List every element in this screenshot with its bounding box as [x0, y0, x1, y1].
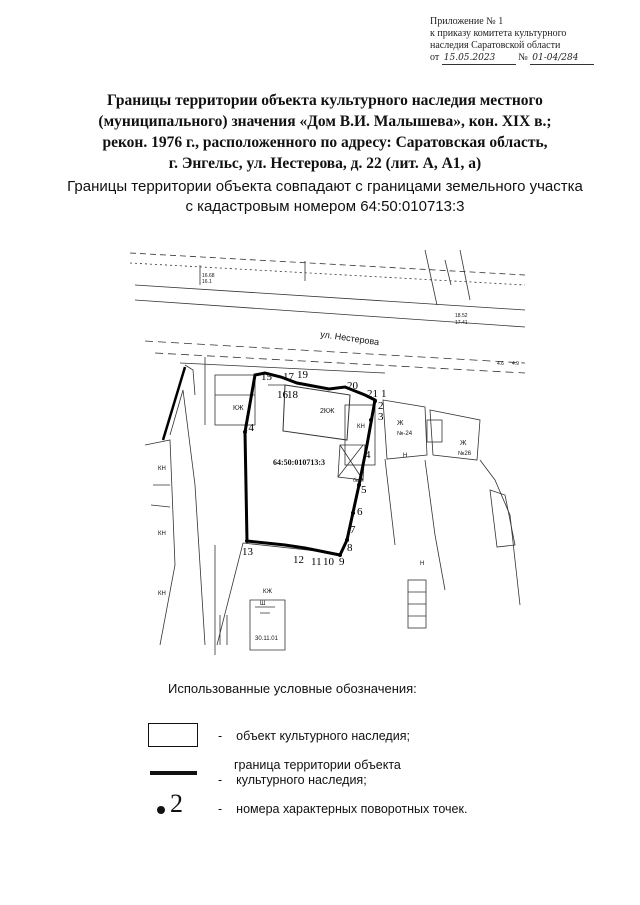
legend-item-boundary: [218, 758, 401, 788]
street-label: ул. Нестерова: [319, 329, 380, 348]
number-label: №: [518, 52, 528, 63]
appendix-line-3: наследия Саратовской области: [430, 40, 561, 51]
house-number: №26: [458, 451, 472, 457]
point-number: 4: [365, 449, 371, 461]
from-label: от: [430, 52, 440, 63]
subtitle-line-1: Границы территории объекта совпадают с границами земельного участка: [67, 178, 583, 195]
building-label: КН: [158, 531, 166, 537]
turning-point-numbers: [242, 369, 387, 568]
point-number: 16: [277, 389, 288, 401]
title-line-2: (муниципального) значения «Дом В.И. Малышева», кон. XIX в.;: [98, 113, 552, 130]
misc-label: КЖ: [263, 589, 273, 595]
legend-point-number-symbol: 2: [170, 789, 183, 818]
legend-text: номера характерных поворотных точек.: [236, 802, 468, 816]
title-line-1: Границы территории объекта культурного наследия местного: [107, 92, 543, 109]
legend-text-line-2: культурного наследия;: [236, 773, 367, 787]
appendix-line-1: Приложение № 1: [430, 16, 504, 27]
legend-dash: -: [218, 773, 223, 787]
point-number: 18: [287, 389, 298, 401]
legend-text: объект культурного наследия;: [236, 729, 410, 743]
point-number: 20: [347, 380, 358, 392]
point-number: 21: [367, 388, 378, 400]
elevation: 16.68: [202, 273, 215, 279]
legend-item-heritage-object: [218, 729, 410, 744]
point-number: 12: [293, 554, 304, 566]
misc-label: бетн: [353, 478, 364, 484]
point-number: 6: [357, 506, 363, 518]
point-number: 8: [347, 542, 353, 554]
point-number: 10: [323, 556, 334, 568]
building-label: Ш: [260, 601, 266, 607]
point-number: 14: [243, 422, 254, 434]
building-label: Н: [403, 453, 408, 459]
building-label: 2КЖ: [320, 408, 335, 415]
point-number: 3: [378, 411, 384, 423]
cadastral-number-label: 64:50:010713:3: [273, 458, 325, 467]
legend-item-turning-points: [218, 802, 467, 817]
point-number: 5: [361, 484, 367, 496]
point-number: 19: [297, 369, 308, 381]
building-label: КН: [357, 424, 365, 430]
legend-dash: -: [218, 729, 223, 743]
elevation: 18.52: [455, 313, 468, 319]
building-label: КН: [158, 591, 166, 597]
house-number: №-24: [397, 431, 413, 437]
legend-heading: Использованные условные обозначения:: [168, 681, 417, 696]
building-label: Ж: [397, 420, 404, 427]
point-number: 9: [339, 556, 345, 568]
point-number: 11: [311, 556, 322, 568]
elevation: 4.6: [497, 361, 504, 367]
legend-point-dot-symbol: [157, 806, 165, 814]
document-subtitle: [40, 177, 610, 217]
elevation: 4.9: [512, 361, 519, 367]
point-number: 13: [242, 546, 253, 558]
title-line-3: рекон. 1976 г., расположенного по адресу: Саратовская область,: [102, 134, 548, 151]
building-label: Ж: [460, 440, 467, 447]
title-line-4: г. Энгельс, ул. Нестерова, д. 22 (лит. А, А1, а): [168, 155, 482, 172]
misc-label: 30.11.01: [255, 636, 278, 642]
cadastral-map: [125, 245, 530, 655]
elevation: 16.1: [202, 279, 212, 285]
handwritten-date: 15.05.2023: [442, 52, 516, 65]
point-number: 1: [381, 388, 387, 400]
point-number: 15: [261, 371, 272, 383]
legend-text-line-1: граница территории объекта: [234, 758, 401, 772]
subtitle-line-2: с кадастровым номером 64:50:010713:3: [185, 198, 465, 215]
appendix-header: [430, 16, 630, 65]
legend-boundary-line-symbol: [150, 771, 197, 775]
point-number: 17: [283, 371, 294, 383]
building-label: КН: [158, 466, 166, 472]
elevation: 17.41: [455, 320, 468, 326]
appendix-line-2: к приказу комитета культурного: [430, 28, 567, 39]
document-title: [40, 90, 610, 174]
point-number: 7: [350, 524, 356, 536]
legend-heritage-object-symbol: [148, 723, 198, 747]
building-label: Н: [420, 561, 425, 567]
appendix-date-line: [430, 52, 630, 65]
point-number: 2: [378, 400, 384, 412]
handwritten-number: 01-04/284: [530, 52, 594, 65]
legend-dash: -: [218, 802, 223, 816]
building-label: КЖ: [233, 405, 244, 412]
